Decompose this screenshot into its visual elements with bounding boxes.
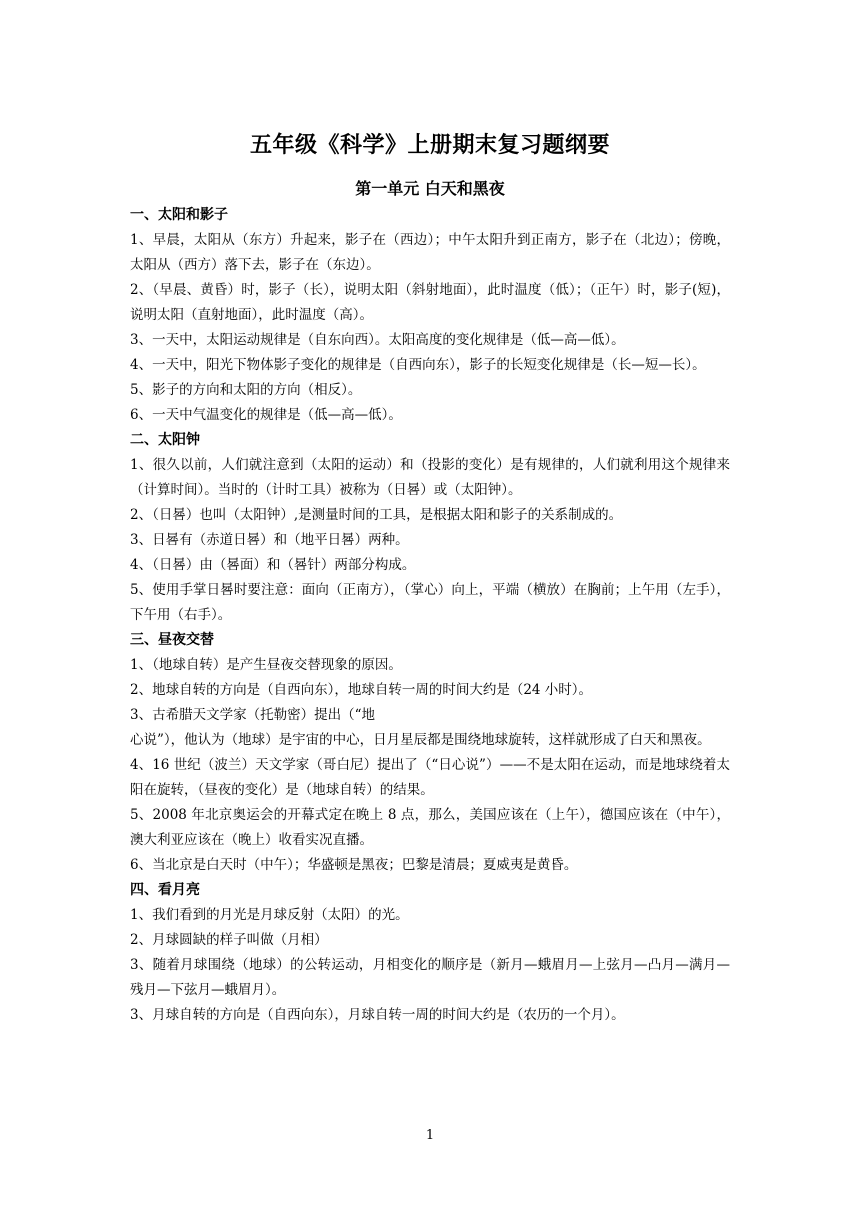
list-item: 5、使用手掌日晷时要注意：面向（正南方），（掌心）向上，平端（横放）在胸前；上午用（左手），下午用（右手）。: [130, 582, 730, 623]
list-item: 3、月球自转的方向是（自西向东），月球自转一周的时间大约是（农历的一个月）。: [130, 1007, 625, 1023]
list-item: 6、一天中气温变化的规律是（低—高—低）。: [130, 407, 402, 423]
list-item: 1、（地球自转）是产生昼夜交替现象的原因。: [130, 657, 402, 673]
list-item: 2、地球自转的方向是（自西向东），地球自转一周的时间大约是（24 小时）。: [130, 682, 593, 698]
list-item: 2、月球圆缺的样子叫做（月相）: [130, 932, 328, 948]
list-item: 1、我们看到的月光是月球反射（太阳）的光。: [130, 907, 409, 923]
list-item: 3、日晷有（赤道日晷）和（地平日晷）两种。: [130, 532, 409, 548]
list-item: 4、16 世纪（波兰）天文学家（哥白尼）提出了（“日心说”）——不是太阳在运动，而是地球绕着太阳在旋转，（昼夜的变化）是（地球自转）的结果。: [130, 757, 730, 798]
section-heading: 一、太阳和影子: [130, 207, 228, 223]
list-item: 1、很久以前，人们就注意到（太阳的运动）和（投影的变化）是有规律的，人们就利用这个规律来（计算时间）。当时的（计时工具）被称为（日晷）或（太阳钟）。: [130, 457, 730, 498]
list-item: 1、早晨，太阳从（东方）升起来，影子在（西边）；中午太阳升到正南方，影子在（北边）；傍晚，太阳从（西方）落下去，影子在（东边）。: [130, 232, 730, 273]
unit-heading: 第一单元 白天和黑夜: [355, 179, 505, 198]
section-heading: 四、看月亮: [130, 882, 200, 898]
page-number: 1: [425, 1128, 435, 1143]
list-item: 心说”），他认为（地球）是宇宙的中心，日月星辰都是围绕地球旋转，这样就形成了白天和黑夜。: [130, 732, 711, 748]
document-title: 五年级《科学》上册期末复习题纲要: [249, 133, 610, 158]
list-item: 4、一天中，阳光下物体影子变化的规律是（自西向东），影子的长短变化规律是（长—短—长）。: [130, 357, 706, 373]
list-item: 3、一天中，太阳运动规律是（自东向西）。太阳高度的变化规律是（低—高—低）。: [130, 332, 625, 348]
list-item: 3、古希腊天文学家（托勒密）提出（“地: [130, 707, 375, 723]
list-item: 6、当北京是白天时（中午）；华盛顿是黑夜；巴黎是清晨；夏威夷是黄昏。: [130, 857, 578, 873]
list-item: 5、影子的方向和太阳的方向（相反）。: [130, 382, 362, 398]
list-item: 4、（日晷）由（晷面）和（晷针）两部分构成。: [130, 557, 416, 573]
list-item: 2、（日晷）也叫（太阳钟）,是测量时间的工具，是根据太阳和影子的关系制成的。: [130, 507, 623, 523]
list-item: 2、（早晨、黄昏）时，影子（长），说明太阳（斜射地面），此时温度（低）；（正午）时，影子(短)，说明太阳（直射地面），此时温度（高）。: [130, 282, 730, 323]
list-item: 3、随着月球围绕（地球）的公转运动，月相变化的顺序是（新月—蛾眉月—上弦月—凸月—满月—残月—下弦月—蛾眉月）。: [130, 957, 730, 998]
section-heading: 二、太阳钟: [130, 432, 200, 448]
document-body: [130, 203, 730, 1028]
list-item: 5、2008 年北京奥运会的开幕式定在晚上 8 点，那么，美国应该在（上午），德国应该在（中午），澳大利亚应该在（晚上）收看实况直播。: [130, 807, 730, 848]
section-heading: 三、昼夜交替: [130, 632, 214, 648]
